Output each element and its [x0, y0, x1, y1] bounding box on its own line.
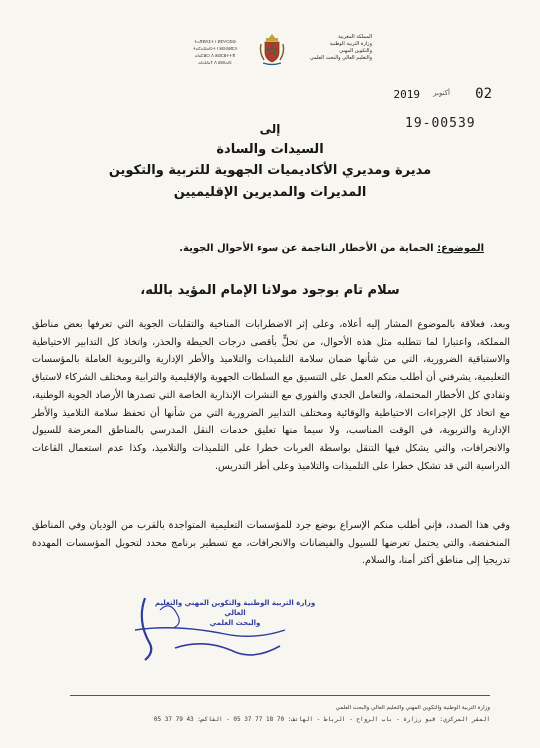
recipient-to: إلى: [259, 122, 281, 136]
greeting: سلام تام بوجود مولانا الإمام المؤيد بالله،: [140, 283, 400, 298]
coat-of-arms-icon: [258, 32, 286, 66]
date-month: أكتوبر: [433, 89, 450, 97]
header-tifinagh-block: [180, 38, 250, 66]
body-paragraph: وفي هذا الصدد، فإني أطلب منكم الإسراع بوضع جرد للمؤسسات التعليمية المتواجدة بالقرب من الوديان وفي المناطق المنخفضة، والتي يحتمل تعرضها للسيول والفيضانات والانجرافات، مع تسطير برنامج محدد لتحويل المؤسسات المهددة تدريجيا إلى مناطق أكثر أمنا، والسلام.: [32, 520, 510, 567]
stamp-text: [150, 598, 320, 628]
date-year: 2019: [393, 88, 420, 101]
recipient-line-1: السيدات والسادة: [216, 142, 324, 157]
footer-address: المقر المركزي: قبو رزارة - باب الرواح - الرباط - الهاتف: 70 18 77 37 05 - الفاكس: 43 79 37 05: [153, 716, 490, 723]
header-right-line: والتكوين المهني: [339, 48, 372, 54]
header-right-line: المملكة المغربية: [338, 34, 372, 40]
footer-divider: [70, 695, 490, 696]
date-stamp: [372, 86, 492, 102]
subject-text: الحماية من الأخطار الناجمة عن سوء الأحوال الجوية.: [179, 243, 434, 254]
reference-number: 19-00539: [405, 116, 476, 131]
recipient-line-3: المديرات والمديرين الإقليميين: [173, 185, 367, 200]
header-left-line: ⴰⵏⴰⵎⵓⵔ ⴷ ⵓⵙⵎⵓⵜⵜⴳ: [194, 53, 236, 58]
header-right-line: وزارة التربية الوطنية: [329, 41, 372, 47]
body-paragraph: وبعد، فعلاقة بالموضوع المشار إليه أعلاه، وعلى إثر الاضطرابات المناخية والتقلبات الجوية التي تعرفها بعض مناطق المملكة، واعتبارا لما تتطلبه مثل هذه الأحوال، من تحلٍّ بأقصى درجات الحيطة والحذر، واتخاذ كل التدابير الاحتياطية والاستباقية الضرورية، التي من شأنها ضمان سلامة التلميذات والتلاميذ والأطر الإدارية والتربوية العاملة بالمؤسسات التعليمية، يشرفني أن أطلب منكم العمل على التنسيق مع السلطات الجهوية والإقليمية والترابية ومختلف الشركاء لاستباق وتفادي كل الأخطار المحتملة، والتعامل الجدي والفوري مع النشرات الإنذارية الخاصة التي تصدرها الأرصاد الجوية الوطنية، مع اتخاذ كل الإجراءات الاحتياطية والوقائية ومختلف التدابير الضرورية التي من شأنها أن تحفظ سلامة التلاميذ والأطر الإدارية والتربوية، في الوقت المناسب، ولا سيما منها تعليق خدمات النقل المدرسي بالمناطق المعرضة للسيول والانجرافات، والتي يشكل فيها التنقل بواسطة العربات خطرا على التلميذات والتلاميذ، وكذا عدم استعمال القاعات الدراسية التي قد تشكل خطرا على التلميذات والتلاميذ وعلى أطر التدريس.: [32, 319, 510, 472]
stamp-line: والبحث العلمي: [209, 619, 261, 627]
subject-label: الموضوع:: [437, 243, 484, 254]
recipient-line-2: مديرة ومديري الأكاديميات الجهوية للتربية والتكوين: [108, 163, 432, 178]
header-ministry-block: [290, 34, 372, 62]
footer-ministry: وزارة التربية الوطنية والتكوين المهني والتعليم العالي والبحث العلمي: [335, 705, 490, 711]
header-left-line: ⵜⴰⵎⴰⵡⴰⵙⵜ ⵏ ⵓⵙⵙⵍⵎⴷ: [192, 46, 238, 51]
header-right-line: والتعليم العالي والبحث العلمي: [309, 55, 372, 61]
date-day: 02: [475, 86, 492, 102]
stamp-line: وزارة التربية الوطنية والتكوين المهني والتعليم العالي: [154, 599, 316, 617]
subject-line: [54, 243, 484, 254]
header-left-line: ⵜⴰⴳⵍⴷⵉⵜ ⵏ ⵍⵎⵖⵔⵉⴱ: [194, 39, 236, 44]
header-left-line: ⴰⵏⴰⵡⴰⵢ ⴷ ⵓⵙⵏⴰⵙ: [198, 60, 232, 65]
